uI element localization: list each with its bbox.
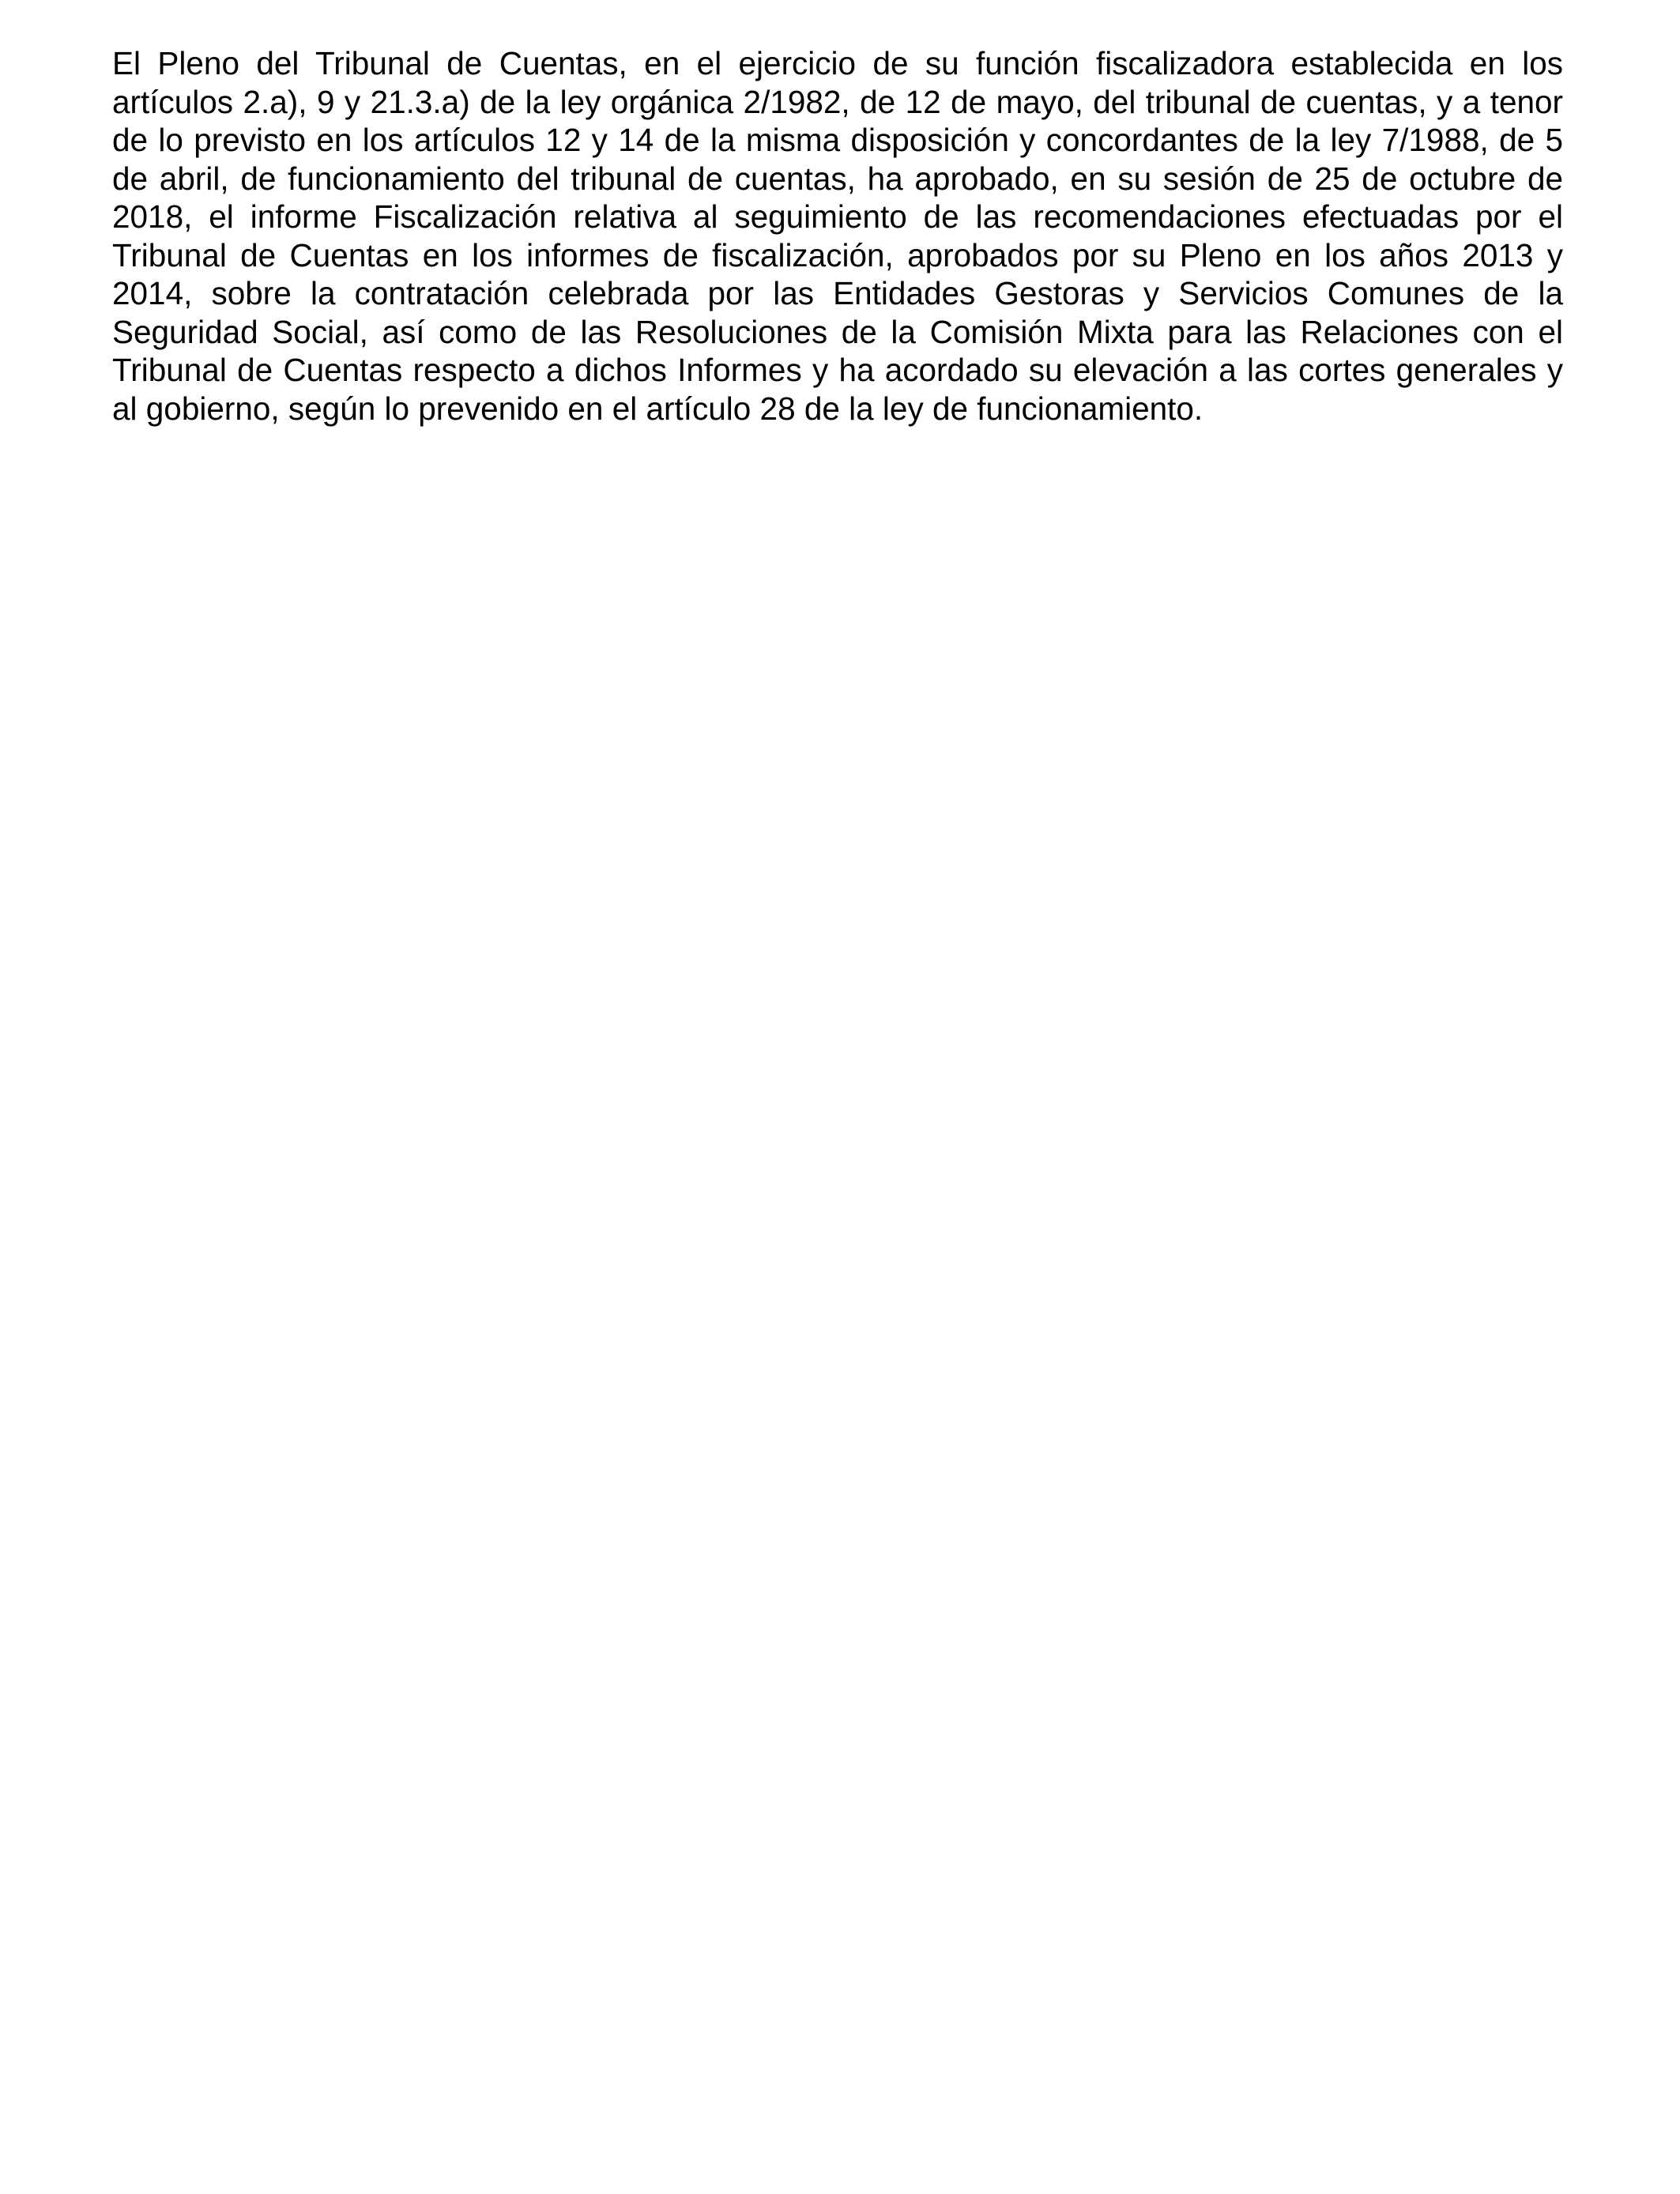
body-paragraph: El Pleno del Tribunal de Cuentas, en el ejercicio de su función fiscalizadora establecida en los artículos 2.a), 9 y 21.3.a) de la ley orgánica 2/1982, de 12 de mayo, del tribunal de cuentas, y a tenor de lo previsto en los artículos 12 y 14 de la misma disposición y concordantes de la ley 7/1988, de 5 de abril, de funcionamiento del tribunal de cuentas, ha aprobado, en su sesión de 25 de octubre de 2018, el informe Fiscalización relativa al seguimiento de las recomendaciones efectuadas por el Tribunal de Cuentas en los informes de fiscalización, aprobados por su Pleno en los años 2013 y 2014, sobre la contratación celebrada por las Entidades Gestoras y Servicios Comunes de la Seguridad Social, así como de las Resoluciones de la Comisión Mixta para las Relaciones con el Tribunal de Cuentas respecto a dichos Informes y ha acordado su elevación a las cortes generales y al gobierno, según lo prevenido en el artículo 28 de la ley de funcionamiento. [112,45,1563,427]
